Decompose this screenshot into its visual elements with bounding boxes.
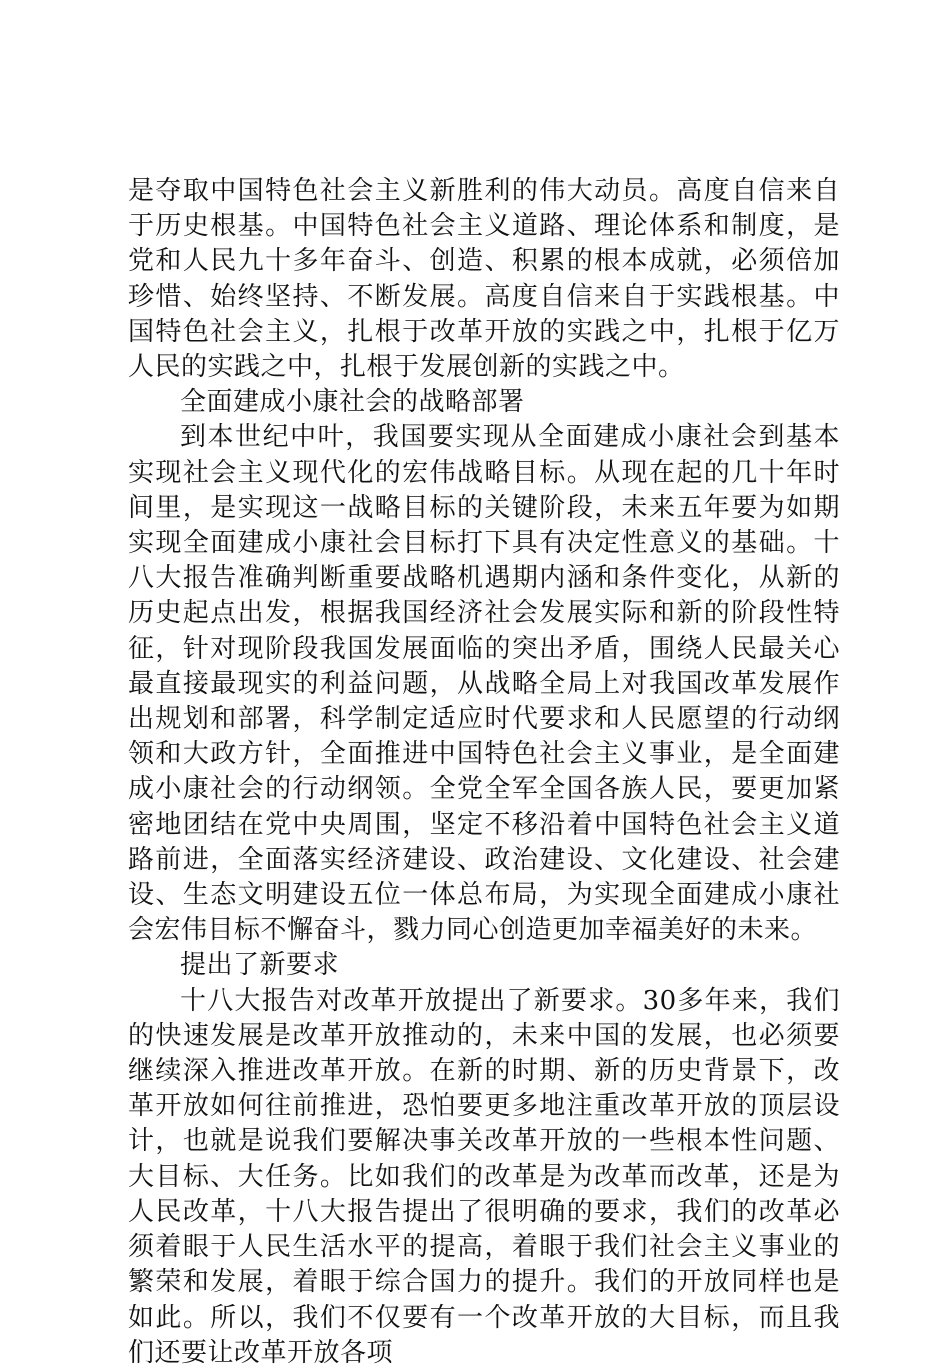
document-body (128, 174, 840, 1371)
paragraph-continuation: 是夺取中国特色社会主义新胜利的伟大动员。高度自信来自于历史根基。中国特色社会主义道路、理论体系和制度，是党和人民九十多年奋斗、创造、积累的根本成就，必须倍加珍惜、始终坚持、不断发展。高度自信来自于实践根基。中国特色社会主义，扎根于改革开放的实践之中，扎根于亿万人民的实践之中，扎根于发展创新的实践之中。 (128, 176, 840, 383)
paragraph-strategy: 到本世纪中叶，我国要实现从全面建成小康社会到基本实现社会主义现代化的宏伟战略目标。从现在起的几十年时间里，是实现这一战略目标的关键阶段，未来五年要为如期实现全面建成小康社会目标打下具有决定性意义的基础。十八大报告准确判断重要战略机遇期内涵和条件变化，从新的历史起点出发，根据我国经济社会发展实际和新的阶段性特征，针对现阶段我国发展面临的突出矛盾，围绕人民最关心最直接最现实的利益问题，从战略全局上对我国改革发展作出规划和部署，科学制定适应时代要求和人民愿望的行动纲领和大政方针，全面推进中国特色社会主义事业，是全面建成小康社会的行动纲领。全党全军全国各族人民，要更加紧密地团结在党中央周围，坚定不移沿着中国特色社会主义道路前进，全面落实经济建设、政治建设、文化建设、社会建设、生态文明建设五位一体总布局，为实现全面建成小康社会宏伟目标不懈奋斗，戮力同心创造更加幸福美好的未来。 (128, 422, 840, 946)
section-heading-new-requirements: 提出了新要求 (180, 950, 340, 981)
section-heading-strategy: 全面建成小康社会的战略部署 (180, 387, 525, 418)
paragraph-new-requirements: 十八大报告对改革开放提出了新要求。30多年来，我们的快速发展是改革开放推动的，未来中国的发展，也必须要继续深入推进改革开放。在新的时期、新的历史背景下，改革开放如何往前推进，恐怕要更多地注重改革开放的顶层设计，也就是说我们要解决事关改革开放的一些根本性问题、大目标、大任务。比如我们的改革是为改革而改革，还是为人民改革，十八大报告提出了很明确的要求，我们的改革必须着眼于人民生活水平的提高，着眼于我们社会主义事业的繁荣和发展，着眼于综合国力的提升。我们的开放同样也是如此。所以，我们不仅要有一个改革开放的大目标，而且我们还要让改革开放各项 (128, 985, 840, 1368)
